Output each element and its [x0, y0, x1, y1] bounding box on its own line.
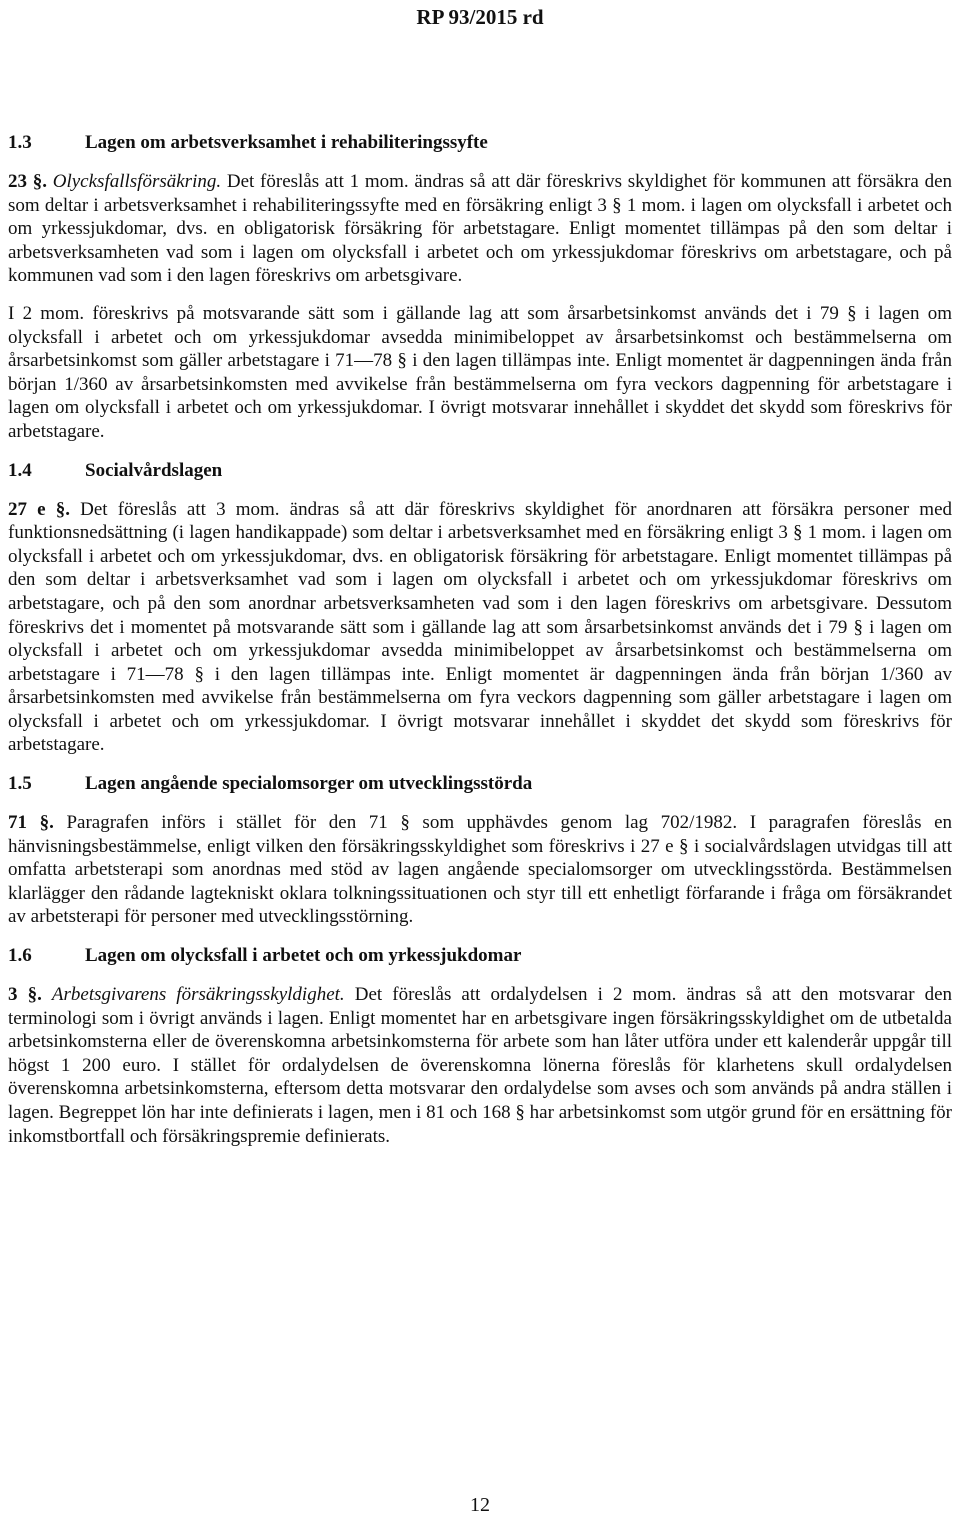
running-header: RP 93/2015 rd [416, 5, 544, 29]
paragraph-section-ref: 27 e §. [8, 498, 70, 520]
section-number: 1.4 [8, 459, 32, 481]
section-number: 1.3 [8, 132, 32, 153]
paragraph-section-ref: 23 §. [8, 171, 47, 192]
section-heading [8, 130, 952, 156]
section-1-3 [8, 130, 952, 444]
paragraph [8, 170, 952, 288]
paragraph-text: Det föreslås att 1 mom. ändras så att där föreskrivs skyldighet för kommunen att försäkra den som deltar i arbetsverksamhet i rehabiliteringssyfte med en försäkring enligt 3 § 1 mom. i lagen om olycksfall i arbetet och om yrkessjukdomar, dvs. en obligatorisk försäkring för arbetstagare. Enligt momentet tillämpas på den som deltar i arbetsverksamheten vad som i lagen om olycksfall i arbetet och om yrkessjukdomar föreskrivs om arbetstagare, och på kommunen vad som i den lagen föreskrivs om arbetsgivare. [8, 171, 952, 287]
section-title: Lagen om arbetsverksamhet i rehabiliteringssyfte [85, 132, 488, 153]
section-title: Lagen om olycksfall i arbetet och om yrkessjukdomar [85, 945, 522, 967]
section-heading [8, 458, 952, 484]
paragraph-section-ref: 3 §. [8, 984, 42, 1006]
paragraph: I 2 mom. föreskrivs på motsvarande sätt som i gällande lag att som årsarbetsinkomst används det i 79 § i lagen om olycksfall i arbetet och om yrkessjukdomar avsedda minimibeloppet av årsarbetsinkomst och bestämmelserna om årsarbetsinkomst som gäller arbetstagare i 71—78 § i den lagen tillämpas inte. Enligt momentet är dagpenningen ända från början 1/360 av årsarbetsinkomsten med avvikelse från bestämmelserna om fyra veckors dagpenning för arbetstagare i lagen om olycksfall i arbetet och om yrkessjukdomar. I övrigt motsvarar innehållet i skyddet det skydd som föreskrivs för arbetstagare. [8, 302, 952, 442]
paragraph-text: Det föreslås att ordalydelsen i 2 mom. ändras så att den motsvarar den terminologi som i övrigt används i lagen. Enligt momentet har en arbetsgivare ingen försäkringsskyldighet om de utbetalda arbetsinkomsterna eller de överenskomna arbetsinkomsterna för arbete som han låter utföra under ett kalenderår uppgår till högst 1 200 euro. I stället för ordalydelsen de överenskomna lönerna föreslås för klarhetens skull ordalydelsen överenskomna arbetsinkomsterna, eftersom detta motsvarar den ordalydelse som avses och som används på andra ställen i lagen. Begreppet lön har inte definierats i lagen, men i 81 och 168 § har arbetsinkomst som utgör grund för en ersättning för inkomstbortfall och försäkringspremie definierats. [8, 984, 953, 1147]
document-body [8, 130, 952, 1162]
section-1-6 [8, 943, 952, 1148]
section-number: 1.6 [8, 945, 32, 967]
paragraph-section-ref: 71 §. [8, 812, 54, 834]
page-number: 12 [470, 1494, 490, 1516]
section-1-5 [8, 771, 952, 929]
paragraph-heading: Olycksfallsförsäkring. [52, 171, 222, 192]
paragraph [8, 983, 952, 1148]
section-number: 1.5 [8, 773, 32, 795]
paragraph [8, 498, 952, 758]
paragraph [8, 811, 952, 929]
document-page [8, 0, 952, 1517]
section-title: Socialvårdslagen [85, 459, 223, 481]
paragraph-text: Det föreslås att 3 mom. ändras så att där föreskrivs skyldighet för anordnaren att försäkra personer med funktionsnedsättning (i lagen handikappade) som deltar i arbetsverksamhet med en försäkring enligt 3 § 1 mom. i lagen om olycksfall i arbetet och om yrkessjukdomar, dvs. en obligatorisk försäkring för arbetstagare. Enligt momentet tillämpas på den som deltar i arbetsverksamhet vad som i lagen om olycksfall i arbetet och om yrkessjukdomar föreskrivs om arbetstagare, och på den som anordnar arbetsverksamheten vad som i den lagen föreskrivs om arbetsgivare. Dessutom föreskrivs det i momentet på motsvarande sätt som i gällande lag att som årsarbetsinkomst används det i 79 § i lagen om olycksfall i arbetet och om yrkessjukdomar avsedda minimibeloppet av årsarbetsinkomst och bestämmelserna om arbetstagare i 71—78 § i den lagen tillämpas inte. Enligt momentet är dagpenningen ända från början 1/360 av årsarbetsinkomsten med avvikelse från bestämmelserna om fyra veckors dagpenning som gäller arbetstagare i lagen om olycksfall i arbetet och om yrkessjukdomar. I övrigt motsvarar innehållet i skyddet det skydd som föreskrivs för arbetstagare. [8, 498, 952, 756]
section-heading [8, 943, 952, 969]
paragraph-text: Paragrafen införs i stället för den 71 § som upphävdes genom lag 702/1982. I paragrafen föreslås en hänvisningsbestämmelse, enligt vilken den försäkringsskyldighet som föreskrivs i 27 e § i socialvårdslagen utvidgas till att omfatta arbetsterapi som anordnas med stöd av lagen angående specialomsorger om utvecklingsstörda. Bestämmelsen klarlägger den rådande lagtekniskt oklara tolkningssituationen och styr till ett enhetligt förfarande i fråga om försäkrandet av arbetsterapi för personer med utvecklingsstörning. [8, 812, 953, 928]
paragraph-heading: Arbetsgivarens försäkringsskyldighet. [51, 984, 345, 1006]
section-title: Lagen angående specialomsorger om utvecklingsstörda [85, 773, 533, 795]
section-1-4 [8, 458, 952, 758]
section-heading [8, 771, 952, 797]
